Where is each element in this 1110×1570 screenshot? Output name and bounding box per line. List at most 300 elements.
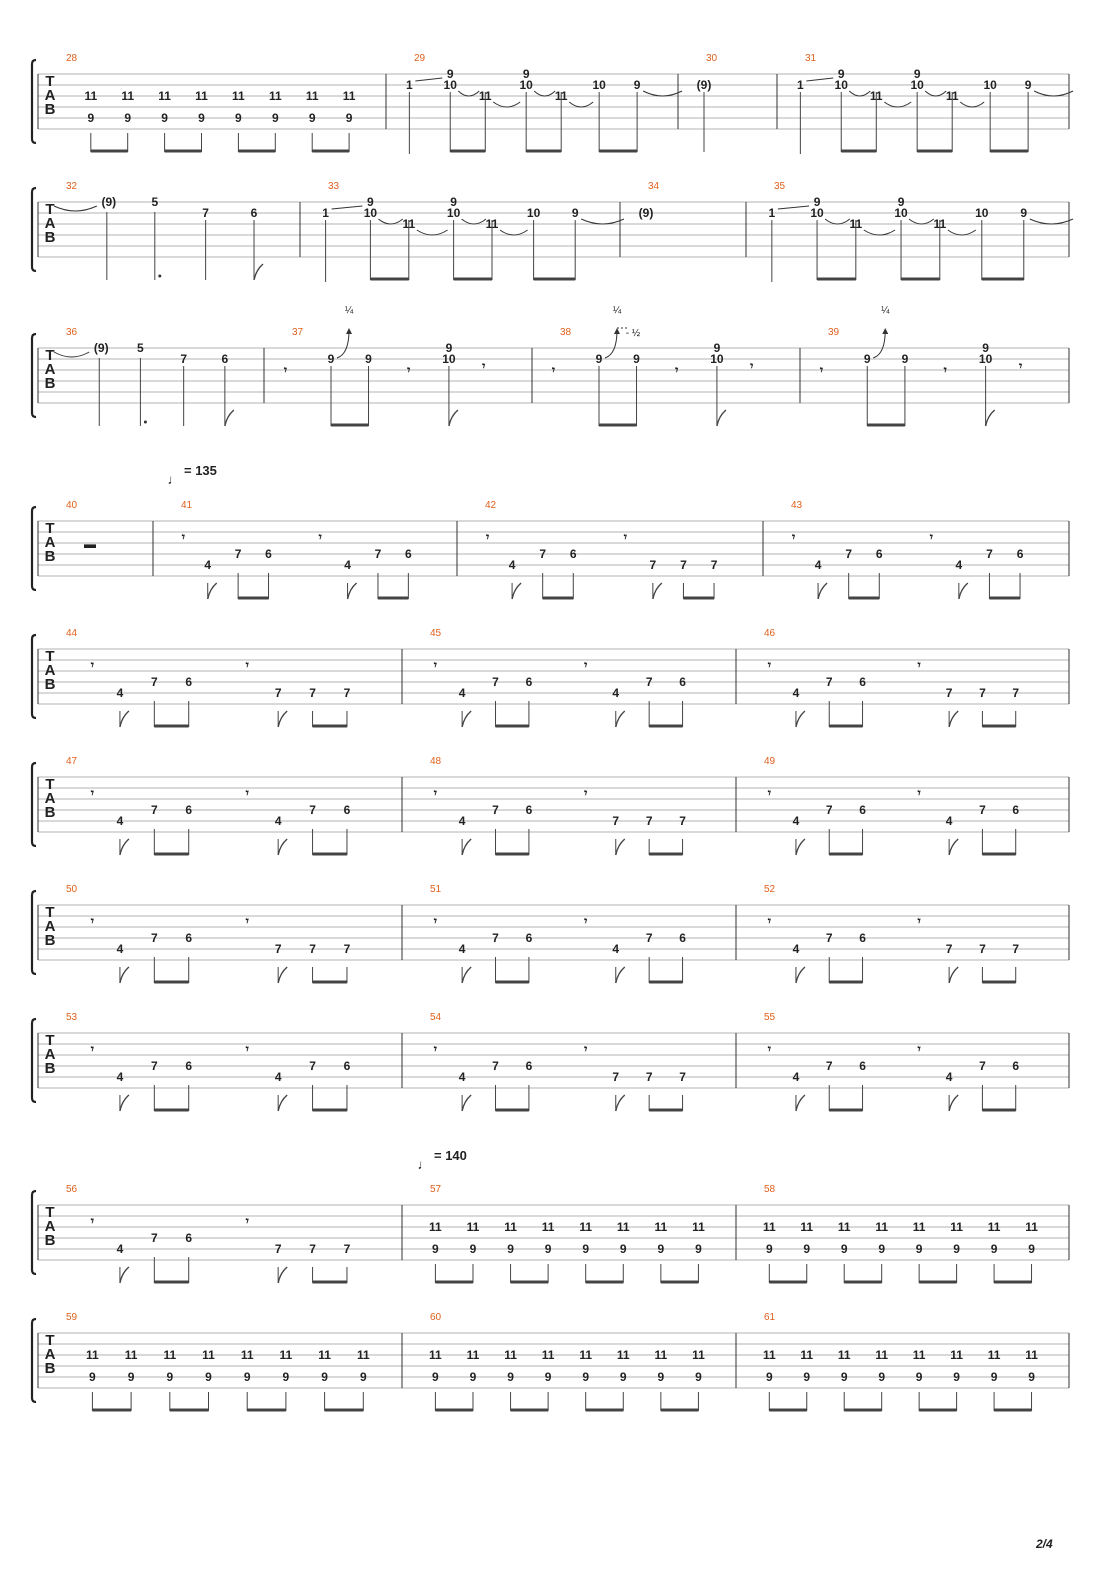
eighth-rest: 𝄾 [767, 1042, 771, 1056]
fret-number: 4 [612, 942, 620, 956]
eighth-rest: 𝄾 [917, 914, 921, 928]
bend-label: ¼ [612, 305, 622, 316]
fret-number: 7 [274, 1242, 282, 1256]
tie [378, 219, 402, 224]
fret-number: 11 [654, 1348, 668, 1362]
fret-number: 4 [792, 686, 800, 700]
fret-number: 9 [271, 111, 279, 125]
note-flag [254, 264, 263, 280]
eighth-rest: 𝄾 [90, 914, 95, 928]
eighth-rest: 𝄾 [584, 1042, 588, 1056]
fret-number: 11 [1025, 1220, 1038, 1234]
measure-number: 41 [181, 500, 193, 511]
fret-number: 7 [680, 558, 687, 572]
fret-number: 6 [265, 547, 272, 561]
fret-number: 10 [834, 78, 848, 92]
eighth-rest: 𝄾 [750, 359, 754, 373]
measure-number: 54 [430, 1012, 442, 1023]
fret-number: 11 [356, 1348, 370, 1362]
measure-number: 40 [66, 500, 78, 511]
fret-number: 11 [541, 1220, 555, 1234]
measure-number: 31 [805, 53, 817, 64]
eighth-rest: 𝄾 [245, 658, 249, 672]
fret-number: 9 [446, 67, 454, 81]
fret-number: 9 [713, 341, 721, 355]
eighth-rest: 𝄾 [245, 914, 249, 928]
fret-number: 11 [869, 89, 883, 103]
fret-number: 7 [612, 1070, 620, 1084]
fret-number: 11 [849, 217, 863, 231]
staff-system [32, 1012, 1069, 1102]
fret-number: 9 [953, 1242, 960, 1256]
note-flag [120, 839, 129, 855]
tab-clef-letter: A [44, 1046, 56, 1063]
fret-number: 6 [185, 803, 193, 817]
fret-number: 9 [367, 195, 374, 209]
fret-number: 7 [150, 1231, 158, 1245]
note-flag [120, 1095, 129, 1111]
bend-arrow [614, 328, 620, 334]
fret-number: 11 [240, 1348, 254, 1362]
fret-number: 9 [913, 67, 921, 81]
fret-number: 11 [654, 1220, 668, 1234]
fret-number: 9 [840, 1242, 848, 1256]
eighth-rest: 𝄾 [767, 914, 771, 928]
fret-number: 11 [800, 1348, 814, 1362]
tie [1030, 219, 1073, 224]
eighth-rest: 𝄾 [433, 1042, 438, 1056]
note-flag [616, 839, 625, 855]
fret-number: 4 [274, 1070, 282, 1084]
fret-number: 7 [150, 675, 158, 689]
fret-number: 11 [504, 1348, 517, 1362]
eighth-rest: 𝄾 [181, 530, 186, 544]
fret-number: 9 [243, 1370, 251, 1384]
fret-number: 11 [232, 89, 245, 103]
fret-number: 7 [679, 1070, 686, 1084]
fret-number: 6 [569, 547, 577, 561]
fret-number: 10 [363, 206, 378, 220]
tab-clef-letter: A [44, 1346, 56, 1363]
system-bracket [32, 60, 36, 143]
fret-number: 9 [619, 1370, 627, 1384]
tab-clef-letter: T [45, 1204, 55, 1221]
measure-number: 37 [292, 327, 304, 338]
fret-number: 4 [792, 1070, 800, 1084]
release-label: - ½ [625, 328, 641, 339]
fret-number: 11 [800, 1220, 814, 1234]
quarter-rest: 𝄾 [943, 363, 947, 377]
eighth-rest: 𝄾 [584, 914, 588, 928]
fret-number: 11 [124, 1348, 138, 1362]
fret-number: 11 [429, 1348, 442, 1362]
tab-clef-letter: B [44, 548, 56, 565]
fret-number: (9) [638, 206, 654, 220]
fret-number: 11 [466, 1220, 480, 1234]
fret-number: 9 [124, 111, 132, 125]
fret-number: 7 [825, 931, 833, 945]
fret-number: 4 [116, 814, 124, 828]
note-flag [278, 711, 287, 727]
fret-number: 11 [158, 89, 171, 103]
fret-number: 11 [837, 1348, 851, 1362]
tab-clef-letter: B [44, 101, 56, 118]
fret-number: 9 [282, 1370, 290, 1384]
tie [493, 102, 520, 107]
note-flag [462, 1095, 471, 1111]
tie [534, 91, 555, 96]
fret-number: (9) [696, 78, 712, 92]
fret-number: 4 [458, 814, 466, 828]
fret-number: 7 [492, 803, 499, 817]
fret-number: 9 [695, 1370, 702, 1384]
note-flag [986, 410, 995, 426]
fret-number: 9 [507, 1370, 514, 1384]
eighth-rest: 𝄾 [485, 530, 490, 544]
fret-number: 6 [1012, 1059, 1020, 1073]
tempo-mark [168, 463, 217, 487]
fret-number: 4 [458, 686, 466, 700]
measure-number: 32 [66, 181, 78, 192]
note-flag [449, 410, 458, 426]
fret-number: 7 [645, 1070, 653, 1084]
note-flag [949, 839, 958, 855]
measure-number: 39 [828, 327, 840, 338]
fret-number: 10 [894, 206, 908, 220]
fret-number: 9 [878, 1370, 886, 1384]
tab-clef-letter: A [44, 361, 56, 378]
tempo-value: = 135 [184, 463, 217, 478]
fret-number: 6 [1012, 803, 1020, 817]
measure-number: 51 [430, 884, 442, 895]
tempo-note-icon: ♩ [167, 472, 181, 487]
tab-clef-letter: B [44, 804, 56, 821]
note-flag [120, 967, 129, 983]
fret-number: 4 [204, 558, 212, 572]
fret-number: 6 [679, 675, 686, 689]
fret-number: 4 [458, 1070, 466, 1084]
fret-number: 6 [343, 803, 351, 817]
tab-clef-letter: A [44, 662, 56, 679]
slide-line [806, 78, 833, 81]
tie [1034, 91, 1073, 96]
fret-number: 7 [150, 931, 158, 945]
fret-number: 6 [859, 931, 866, 945]
tab-clef-letter: T [45, 648, 55, 665]
fret-number: 9 [1024, 78, 1032, 92]
fret-number: 4 [458, 942, 466, 956]
fret-number: 9 [571, 206, 579, 220]
fret-number: 7 [309, 686, 316, 700]
measure-number: 29 [414, 53, 426, 64]
fret-number: 6 [1016, 547, 1024, 561]
fret-number: 11 [579, 1348, 593, 1362]
measure-number: 58 [764, 1184, 776, 1195]
note-flag [348, 583, 357, 599]
fret-number: 11 [541, 1348, 555, 1362]
fret-number: 11 [305, 89, 319, 103]
fret-number: 9 [633, 78, 641, 92]
fret-number: 7 [343, 942, 351, 956]
fret-number: 9 [633, 352, 640, 366]
fret-number: 7 [202, 206, 209, 220]
bend-curve [337, 330, 349, 358]
tab-clef-letter: B [44, 1060, 56, 1077]
measure-number: 43 [791, 500, 803, 511]
fret-number: 9 [1020, 206, 1028, 220]
note-flag [717, 410, 726, 426]
fret-number: 11 [554, 89, 568, 103]
fret-number: 9 [982, 341, 989, 355]
fret-number: 11 [268, 89, 282, 103]
note-flag [616, 967, 625, 983]
fret-number: 11 [402, 217, 416, 231]
note-flag [278, 1095, 287, 1111]
fret-number: 11 [86, 1348, 99, 1362]
bend-curve [605, 330, 617, 358]
tab-clef-letter: T [45, 1032, 55, 1049]
fret-number: 7 [845, 547, 853, 561]
system-bracket [32, 188, 36, 271]
slide-line [415, 78, 442, 81]
fret-number: 7 [979, 803, 986, 817]
tie [960, 102, 984, 107]
fret-number: 9 [813, 195, 821, 209]
system-bracket [32, 763, 36, 846]
fret-number: 4 [508, 558, 516, 572]
fret-number: 10 [978, 352, 993, 366]
note-flag [278, 1267, 287, 1283]
system-bracket [32, 635, 36, 718]
quarter-rest: 𝄾 [407, 363, 411, 377]
measure-number: 47 [66, 756, 78, 767]
fret-number: 4 [792, 814, 800, 828]
tab-clef-letter: A [44, 918, 56, 935]
fret-number: 11 [466, 1348, 480, 1362]
tab-clef-letter: T [45, 347, 55, 364]
fret-number: 7 [150, 1059, 158, 1073]
eighth-rest: 𝄾 [90, 1214, 95, 1228]
fret-number: 6 [859, 803, 866, 817]
slide-line [332, 206, 363, 209]
measure-number: 35 [774, 181, 786, 192]
system-content [86, 1348, 1038, 1411]
system-content [90, 658, 1020, 727]
measure-number: 44 [66, 628, 78, 639]
fret-number: 6 [185, 1059, 193, 1073]
fret-number: 11 [987, 1348, 1001, 1362]
fret-number: 6 [185, 675, 193, 689]
fret-number: 9 [89, 1370, 96, 1384]
note-flag [796, 839, 805, 855]
fret-number: 6 [525, 1059, 533, 1073]
note-flag [462, 711, 471, 727]
fret-number: 4 [792, 942, 800, 956]
fret-number: 7 [679, 814, 686, 828]
note-flag [949, 1095, 958, 1111]
fret-number: 11 [762, 1220, 776, 1234]
measure-number: 33 [328, 181, 340, 192]
fret-number: 9 [432, 1370, 439, 1384]
fret-number: 7 [309, 1242, 316, 1256]
fret-number: 9 [345, 111, 353, 125]
eighth-rest: 𝄾 [917, 658, 921, 672]
fret-number: 11 [987, 1220, 1001, 1234]
fret-number: 6 [221, 352, 229, 366]
fret-number: 4 [274, 814, 282, 828]
tie [825, 219, 850, 224]
system-content [54, 195, 1073, 282]
note-flag [616, 711, 625, 727]
fret-number: 9 [863, 352, 871, 366]
fret-number: 9 [897, 195, 905, 209]
fret-number: 9 [205, 1370, 212, 1384]
fret-number: 4 [955, 558, 963, 572]
tab-clef-letter: T [45, 776, 55, 793]
fret-number: 11 [616, 1348, 630, 1362]
measure-number: 36 [66, 327, 78, 338]
tempo-value: = 140 [434, 1148, 467, 1163]
fret-number: 10 [519, 78, 533, 92]
eighth-rest: 𝄾 [433, 786, 438, 800]
fret-number: 4 [945, 1070, 953, 1084]
dot [158, 275, 161, 278]
fret-number: 9 [765, 1242, 773, 1256]
fret-number: 6 [859, 675, 866, 689]
fret-number: 6 [250, 206, 258, 220]
fret-number: 9 [657, 1242, 665, 1256]
fret-number: 4 [814, 558, 822, 572]
half-rest: ▬ [84, 537, 96, 551]
fret-number: 9 [901, 352, 909, 366]
fret-number: 9 [953, 1370, 960, 1384]
staff-system [32, 500, 1069, 590]
fret-number: 9 [87, 111, 95, 125]
tie [864, 230, 895, 235]
system-content [90, 1214, 1038, 1283]
tab-clef-letter: A [44, 87, 56, 104]
fret-number: 6 [679, 931, 686, 945]
eighth-rest: 𝄾 [245, 1214, 249, 1228]
fret-number: 4 [116, 1242, 124, 1256]
fret-number: 9 [359, 1370, 367, 1384]
fret-number: 9 [915, 1242, 923, 1256]
fret-number: 9 [544, 1242, 552, 1256]
fret-number: 4 [612, 686, 620, 700]
fret-number: 11 [912, 1220, 926, 1234]
fret-number: (9) [101, 195, 117, 209]
tie [849, 91, 870, 96]
system-bracket [32, 334, 36, 417]
fret-number: 7 [309, 942, 316, 956]
measure-number: 52 [764, 884, 776, 895]
system-bracket [32, 507, 36, 590]
note-flag [462, 839, 471, 855]
note-flag [278, 967, 287, 983]
fret-number: 11 [504, 1220, 517, 1234]
system-content [90, 914, 1020, 983]
fret-number: 7 [612, 814, 620, 828]
fret-number: 7 [645, 814, 653, 828]
eighth-rest: 𝄾 [90, 658, 95, 672]
measure-number: 48 [430, 756, 442, 767]
measure-number: 38 [560, 327, 572, 338]
tie [54, 206, 97, 211]
system-content [90, 1042, 1020, 1111]
tab-clef-letter: A [44, 534, 56, 551]
fret-number: 10 [526, 206, 541, 220]
note-flag [796, 711, 805, 727]
fret-number: 11 [912, 1348, 926, 1362]
fret-number: 11 [195, 89, 208, 103]
fret-number: 9 [308, 111, 316, 125]
page-number: 2/4 [1036, 1537, 1053, 1551]
measure-number: 46 [764, 628, 776, 639]
fret-number: 9 [1028, 1242, 1035, 1256]
measure-number: 49 [764, 756, 776, 767]
fret-number: 9 [127, 1370, 135, 1384]
dot [144, 421, 147, 424]
measure-number: 55 [764, 1012, 776, 1023]
fret-number: 11 [837, 1220, 851, 1234]
fret-number: 10 [983, 78, 997, 92]
fret-number: 6 [525, 931, 533, 945]
note-flag [796, 967, 805, 983]
tab-clef-letter: A [44, 215, 56, 232]
note-flag [949, 967, 958, 983]
fret-number: 7 [649, 558, 657, 572]
measure-number: 42 [485, 500, 497, 511]
eighth-rest: 𝄾 [584, 786, 588, 800]
note-flag [120, 1267, 129, 1283]
fret-number: 11 [485, 217, 499, 231]
fret-number: 7 [539, 547, 547, 561]
fret-number: 9 [990, 1370, 998, 1384]
staff-system [32, 181, 1069, 271]
fret-number: 9 [166, 1370, 174, 1384]
measure-number: 45 [430, 628, 442, 639]
fret-number: 4 [344, 558, 351, 572]
fret-number: 9 [803, 1242, 811, 1256]
tab-clef-letter: B [44, 1232, 56, 1249]
tie [54, 352, 89, 357]
fret-number: 1 [768, 206, 776, 220]
fret-number: 9 [198, 111, 205, 125]
fret-number: 10 [446, 206, 461, 220]
note-flag [616, 1095, 625, 1111]
fret-number: 11 [84, 89, 98, 103]
fret-number: 9 [915, 1370, 923, 1384]
tempo-note-icon: ♩ [417, 1157, 431, 1172]
fret-number: 9 [507, 1242, 514, 1256]
fret-number: 7 [492, 1059, 499, 1073]
staff-system [32, 756, 1069, 846]
tab-clef-letter: B [44, 229, 56, 246]
fret-number: 7 [979, 942, 986, 956]
tie [643, 91, 682, 96]
staff-system [32, 884, 1069, 974]
fret-number: 9 [595, 352, 603, 366]
tie [925, 91, 946, 96]
tab-clef-letter: A [44, 1218, 56, 1235]
fret-number: 9 [695, 1242, 702, 1256]
fret-number: 6 [185, 931, 193, 945]
fret-number: 7 [825, 1059, 833, 1073]
fret-number: 11 [875, 1348, 889, 1362]
eighth-rest: 𝄾 [767, 786, 771, 800]
fret-number: 11 [429, 1220, 442, 1234]
fret-number: 7 [645, 931, 653, 945]
